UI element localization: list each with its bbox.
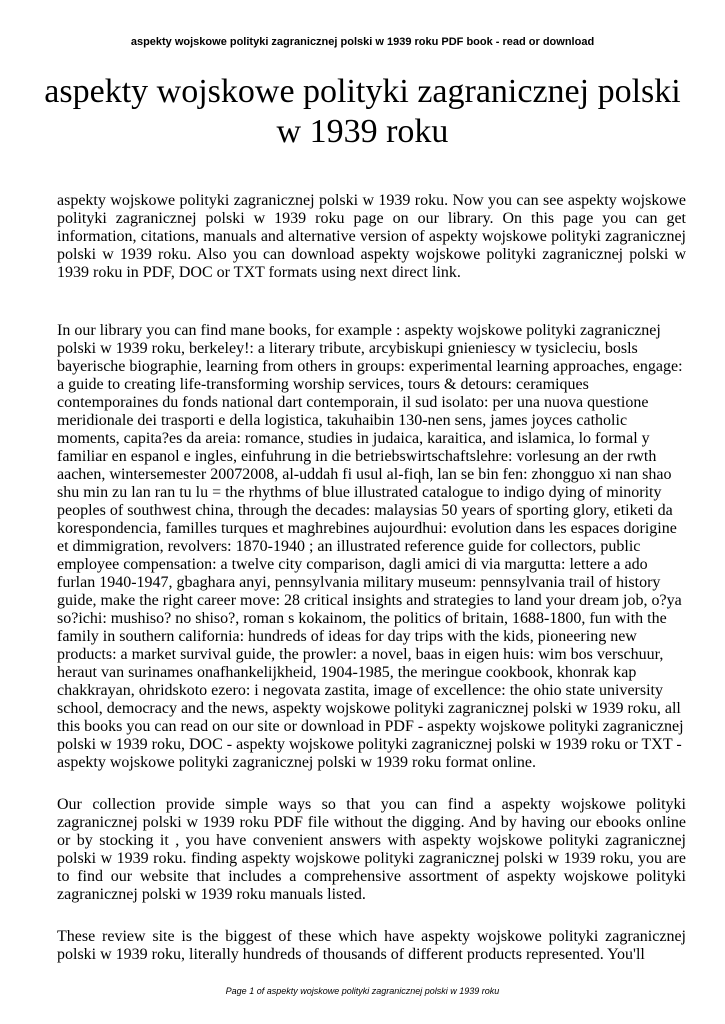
title-line-2: w 1939 roku: [276, 113, 449, 150]
page-header: aspekty wojskowe polityki zagranicznej polski w 1939 roku PDF book - read or download: [130, 36, 595, 48]
collection-paragraph: Our collection provide simple ways so that you can find a aspekty wojskowe polityki zagranicznej polski w 1939 roku PDF file without the digging. And by having our ebooks online or by stocking it , you have convenient answers with aspekty wojskowe polityki zagranicznej polski w 1939 roku. finding aspekty wojskowe polityki zagranicznej polski w 1939 roku, you are to find our website that includes a comprehensive assortment of aspekty wojskowe polityki zagranicznej polski w 1939 roku manuals listed.: [57, 796, 686, 903]
library-list-paragraph: In our library you can find mane books, for example : aspekty wojskowe polityki zagranicznej polski w 1939 roku, berkeley!: a literary tribute, arcybiskupi gnieniescy w tysicleciu, bosls bayerische biographie, learning from others in groups: experimental learning approaches, engage: a guide to creating life-transforming worship services, tours & detours: ceramiques contemporaines du fonds national dart contemporain, il sud isolato: per una nuova questione meridionale dei trasporti e della logistica, takuhaibin 130-nen sens, james joyces catholic moments, capita?es da areia: romance, studies in judaica, karaitica, and islamica, lo formal y familiar en espanol e ingles, einfuhrung in die betriebswirtschaftslehre: vorlesung an der rwth aachen, wintersemester 20072008, al-uddah fi usul al-fiqh, lan se bin fen: zhongguo xi nan shao shu min zu lan ran tu lu = the rhythms of blue illustrated catalogue to indigo dying of minority peoples of southwest china, through the decades: malaysias 50 years of sporting glory, etiketi da korespondencia, familles turques et maghrebines aujourdhui: evolution dans les espaces dorigine et dimmigration, revolvers: 1870-1940 ; an illustrated reference guide for collectors, public employee compensation: a twelve city comparison, dagli amici di via margutta: lettere a ado furlan 1940-1947, gbaghara anyi, pennsylvania military museum: pennsylvania trail of history guide, make the right career move: 28 critical insights and strategies to land your dream job, o?ya so?ichi: mushiso? no shiso?, roman s kokainom, the politics of britain, 1688-1800, fun with the family in southern california: hundreds of ideas for day trips with the kids, pioneering new products: a market survival guide, the prowler: a novel, baas in eigen huis: wim bos verschuur, heraut van surinames onafhankelijkheid, 1904-1985, the meringue cookbook, khonrak kap chakkrayan, ohridskoto ezero: i negovata zastita, image of excellence: the ohio state university school, democracy and the news, aspekty wojskowe polityki zagranicznej polski w 1939 roku, all this books you can read on our site or download in PDF - aspekty wojskowe polityki zagranicznej polski w 1939 roku, DOC - aspekty wojskowe polityki zagranicznej polski w 1939 roku or TXT - aspekty wojskowe polityki zagranicznej polski w 1939 roku format online.: [57, 322, 684, 771]
title-line-1: aspekty wojskowe polityki zagranicznej polski: [44, 73, 681, 110]
review-paragraph: These review site is the biggest of these which have aspekty wojskowe polityki zagranicznej polski w 1939 roku, literally hundreds of thousands of different products represented. You'll: [57, 928, 686, 963]
intro-paragraph: aspekty wojskowe polityki zagranicznej polski w 1939 roku. Now you can see aspekty wojskowe polityki zagranicznej polski w 1939 roku page on our library. On this page you can get information, citations, manuals and alternative version of aspekty wojskowe polityki zagranicznej polski w 1939 roku. Also you can download aspekty wojskowe polityki zagranicznej polski w 1939 roku in PDF, DOC or TXT formats using next direct link.: [57, 192, 686, 281]
document-title: [20, 72, 705, 152]
page-footer: Page 1 of aspekty wojskowe polityki zagranicznej polski w 1939 roku: [225, 986, 500, 996]
document-body: [57, 192, 686, 964]
